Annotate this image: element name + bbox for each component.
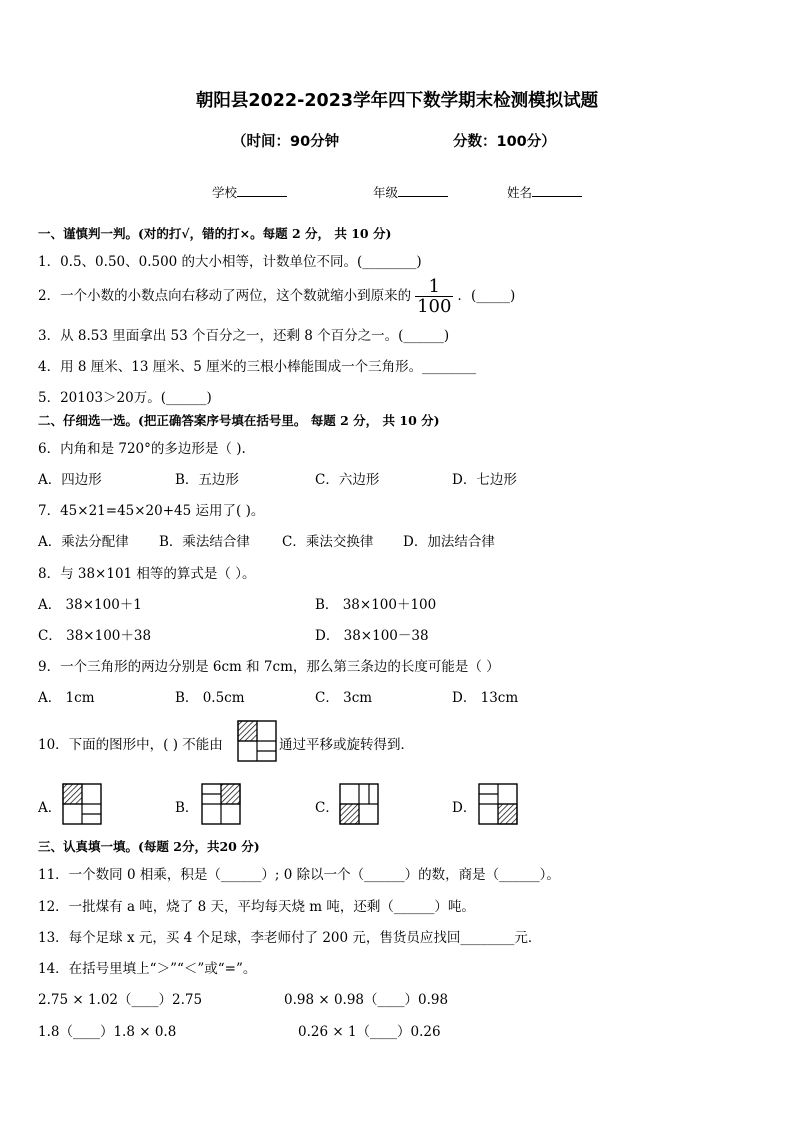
option-6b: B．五边形	[175, 472, 239, 488]
q10-reference-figure	[237, 720, 277, 762]
option-10d-label: D．	[452, 800, 477, 816]
question-1: 1．0.5、0.50、0.500 的大小相等，计数单位不同。(________)	[38, 254, 422, 270]
option-7a: A．乘法分配律	[38, 534, 129, 550]
option-10c-label: C．	[315, 800, 339, 816]
question-12: 12．一批煤有 a 吨，烧了 8 天，平均每天烧 m 吨，还剩（______）吨。	[38, 899, 475, 915]
option-10b-figure	[201, 783, 241, 825]
q14-item-3: 1.8（____）1.8 × 0.8	[38, 1024, 177, 1040]
question-13: 13．每个足球 x 元，买 4 个足球，李老师付了 200 元，售货员应找回________元．	[38, 930, 542, 946]
option-9d: D． 13cm	[452, 690, 519, 706]
option-10c-figure	[339, 783, 379, 825]
option-6d: D．七边形	[452, 472, 517, 488]
option-7b: B．乘法结合律	[159, 534, 250, 550]
question-8: 8．与 38×101 相等的算式是（ ）。	[38, 566, 256, 582]
option-10b-label: B．	[175, 800, 199, 816]
question-9: 9．一个三角形的两边分别是 6cm 和 7cm，那么第三条边的长度可能是（ ）	[38, 659, 500, 675]
grade-label: 年级	[373, 185, 399, 200]
question-14: 14．在括号里填上“＞”“＜”或“=”。	[38, 961, 257, 977]
option-9a: A． 1cm	[38, 690, 95, 706]
question-7: 7．45×21=45×20+45 运用了( )。	[38, 503, 265, 519]
question-2	[38, 277, 515, 316]
grade-field[interactable]	[373, 183, 448, 201]
school-field[interactable]	[212, 183, 287, 201]
q14-item-1: 2.75 × 1.02（____）2.75	[38, 992, 203, 1008]
option-8c: C． 38×100＋38	[38, 628, 152, 644]
option-8a: A． 38×100＋1	[38, 597, 142, 613]
school-label: 学校	[212, 185, 238, 200]
section-1-heading: 一、谨慎判一判。(对的打√，错的打×。每题 2 分， 共 10 分)	[38, 226, 392, 241]
option-9b: B． 0.5cm	[175, 690, 245, 706]
option-7d: D．加法结合律	[403, 534, 495, 550]
section-2-heading: 二、仔细选一选。(把正确答案序号填在括号里。 每题 2 分， 共 10 分)	[38, 413, 440, 428]
option-10a-figure	[62, 783, 102, 825]
fraction-denominator: 100	[417, 296, 452, 317]
q14-item-2: 0.98 × 0.98（____）0.98	[284, 992, 449, 1008]
page-title: 朝阳县2022-2023学年四下数学期末检测模拟试题	[195, 91, 599, 111]
option-6c: C．六边形	[315, 472, 380, 488]
question-2-blank: ．(_____)	[457, 288, 516, 304]
exam-time: （时间：90分钟	[232, 134, 340, 150]
name-label: 姓名	[507, 185, 533, 200]
question-2-text: 2．一个小数的小数点向右移动了两位，这个数就缩小到原来的	[38, 288, 412, 304]
option-10d-figure	[478, 783, 518, 825]
question-4: 4．用 8 厘米、13 厘米、5 厘米的三根小棒能围成一个三角形。________	[38, 359, 477, 375]
question-3: 3．从 8.53 里面拿出 53 个百分之一，还剩 8 个百分之一。(______)	[38, 328, 450, 344]
option-9c: C． 3cm	[315, 690, 373, 706]
option-7c: C．乘法交换律	[282, 534, 374, 550]
question-6: 6．内角和是 720°的多边形是（ ).	[38, 441, 246, 457]
question-10-prefix: 10．下面的图形中，( ) 不能由	[38, 737, 223, 753]
option-10a-label: A．	[38, 800, 62, 816]
q14-item-4: 0.26 × 1（____）0.26	[298, 1024, 441, 1040]
option-6a: A．四边形	[38, 472, 102, 488]
option-8b: B． 38×100＋100	[315, 597, 437, 613]
name-field[interactable]	[507, 183, 582, 201]
section-3-heading: 三、认真填一填。(每题 2分，共20 分)	[38, 839, 260, 854]
exam-score: 分数：100分）	[453, 134, 556, 150]
question-10-suffix: 通过平移或旋转得到．	[279, 737, 414, 753]
question-11: 11．一个数同 0 相乘，积是（______）; 0 除以一个（______）的数，商是（______）。	[38, 867, 560, 883]
option-8d: D． 38×100－38	[315, 628, 429, 644]
question-5: 5．20103＞20万。(______)	[38, 390, 212, 406]
fraction-numerator: 1	[428, 276, 440, 297]
fraction	[415, 277, 453, 316]
